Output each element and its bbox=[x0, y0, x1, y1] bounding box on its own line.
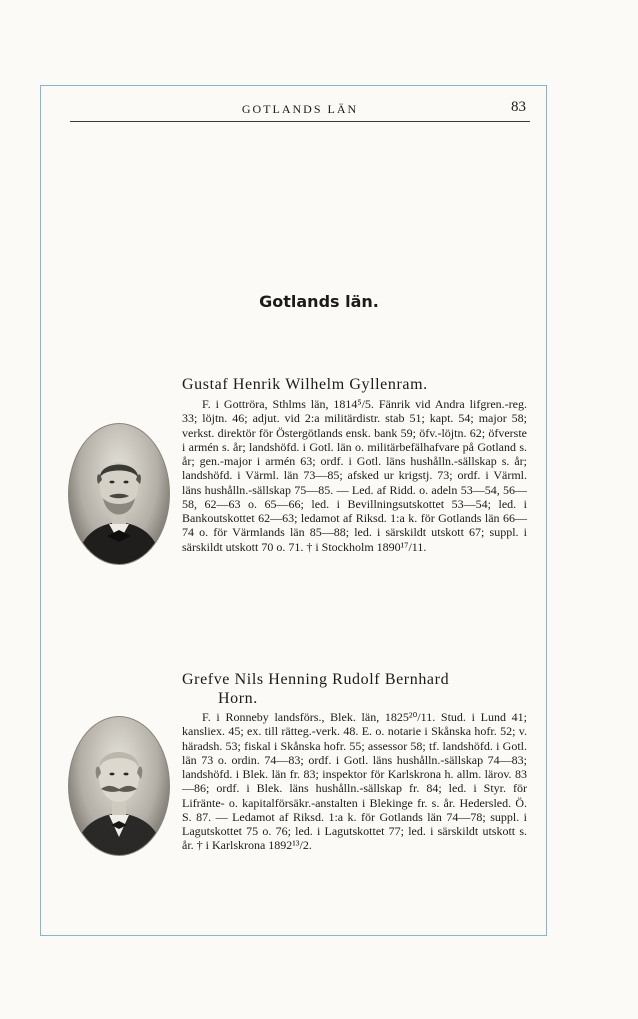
portrait-man-bearded-icon bbox=[68, 423, 170, 565]
page-number: 83 bbox=[511, 99, 526, 115]
entry-2-name-line2: Horn. bbox=[218, 690, 258, 707]
portrait-2-illustration bbox=[69, 717, 169, 855]
entry-2-text: F. i Ronneby landsförs., Blek. län, 1825²⁰/11. Stud. i Lund 41; kansliex. 45; ex. till rätteg.-verk. 48. E. o. notarie i Skånska hofr. 52; v. häradsh. 53; fiskal i Skånska hofr. 55; assessor 58; tf. landshöfd. i Gotl. län 73 o. ordin. 74—83; ordf. i Gotl. läns hushålln.-sällskap 74—83; landshöfd. i Blek. län fr. 83; inspektor för Karlskrona h. allm. lärov. 83—86; ordf. i Blek. läns hushålln.-sällskap fr. 84; led. i Styr. för Lifränte- o. kapitalförsäkr.-anstalten i Blekinge fr. s. år. Hedersled. Ö. S. 87. — Ledamot af Riksd. 1:a k. för Gotlands län 74—78; suppl. i Lagutskottet 75 o. 76; led. i Lagutskottet 77; led. i särskildt utskott s. år. † i Karlskrona 1892¹³/2. bbox=[182, 710, 527, 853]
entry-1-text: F. i Gottröra, Sthlms län, 1814⁵/5. Fänrik vid Andra lifgren.-reg. 33; löjtn. 46; adjut. vid 2:a militärdistr. stab 51; kapt. 54; major 58; verkst. direktör för Östergötlands ensk. bank 59; öfv.-löjtn. 62; öfverste i armén s. år; landshöfd. i Gotl. län o. militärbefälhafvare på Gotland s. år; gen.-major i armén 63; ordf. i Gotl. läns hushålln.-sällskap s. år; landshöfd. i Värml. län 73—85; afsked ur krigstj. 73; ordf. i Värml. läns hushålln.-sällskap 75—85. — Led. af Ridd. o. adeln 53—54, 56—58, 62—63 o. 65—66; led. i Bevillningsutskottet 53—54; led. i Bankoutskottet 62—63; ledamot af Riksd. 1:a k. för Gotlands län 66—74 o. för Värmlands län 85—88; led. i särskildt utskott 67; suppl. i särskildt utskott 70 o. 71. † i Stockholm 1890¹⁷/11. bbox=[182, 397, 527, 554]
entry-2-biography bbox=[182, 710, 527, 853]
entry-2-name-line1: Grefve Nils Henning Rudolf Bernhard bbox=[182, 671, 450, 688]
section-title: Gotlands län. bbox=[259, 292, 379, 311]
running-title: GOTLANDS LÄN bbox=[241, 102, 359, 116]
entry-2-name bbox=[182, 670, 527, 708]
entry-1-biography bbox=[182, 397, 527, 554]
portrait-man-moustache-icon bbox=[68, 716, 170, 856]
entry-1-name: Gustaf Henrik Wilhelm Gyllenram. bbox=[182, 376, 428, 393]
running-head bbox=[70, 99, 530, 122]
portrait-1-illustration bbox=[69, 424, 169, 564]
